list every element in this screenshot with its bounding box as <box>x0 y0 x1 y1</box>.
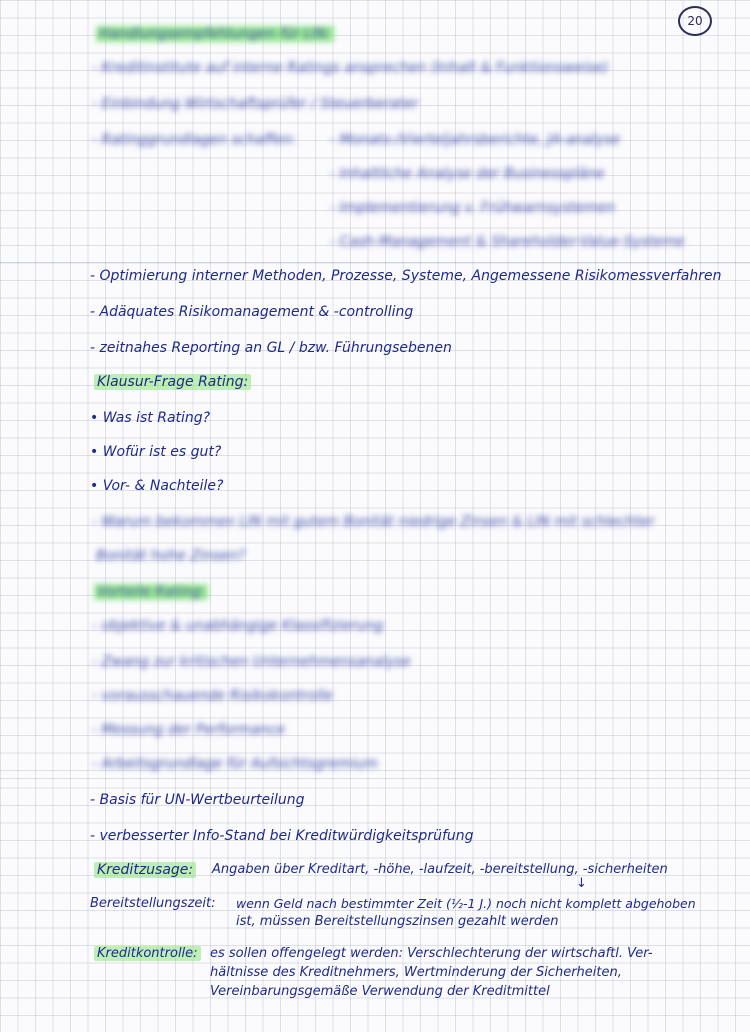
blurred-subitem: - Implementierung v. Frühwarnsystemen <box>330 200 615 216</box>
kreditzusage-text: Angaben über Kreditart, -höhe, -laufzeit, -bereitstellung, -sicherheiten <box>212 862 668 877</box>
exam-question: • Vor- & Nachteile? <box>90 478 224 494</box>
blurred-item: - vorausschauende Risikokontrolle <box>92 688 333 704</box>
blurred-heading: Handlungsempfehlungen für LIN: <box>96 26 334 42</box>
blurred-item: - Warum bekommen LIN mit gutem Bonität niedrige Zinsen & LIN mit schlechter <box>92 514 655 530</box>
kreditkontrolle-label: Kreditkontrolle: <box>94 946 201 961</box>
exam-heading: Klausur-Frage Rating: <box>94 374 251 390</box>
kreditkontrolle-text: es sollen offengelegt werden: Verschlechterung der wirtschaftl. Ver- <box>210 946 653 961</box>
note-item: - Optimierung interner Methoden, Prozesse, Systeme, Angemessene Risikomessverfahren <box>90 268 722 284</box>
blurred-item: - Ratinggrundlagen schaffen: <box>92 132 297 148</box>
bereitstellung-label: Bereitstellungszeit: <box>90 896 216 911</box>
blurred-subitem: - Inhaltliche Analyse der Businesspläne <box>330 166 605 182</box>
blurred-top-section <box>0 0 750 262</box>
note-item: - Adäquates Risikomanagement & -controlling <box>90 304 414 320</box>
exam-question: • Wofür ist es gut? <box>90 444 222 460</box>
down-arrow-icon: ↓ <box>576 876 587 891</box>
blurred-subitem: - Cash-Management & Shareholder-Value-Systeme <box>330 234 685 250</box>
blurred-item: - Messung der Performance <box>92 722 286 738</box>
blurred-item: - Einbindung Wirtschaftsprüfer / Steuerberater <box>92 96 419 112</box>
kreditzusage-label: Kreditzusage: <box>94 862 196 878</box>
blurred-middle-section <box>0 508 750 778</box>
note-item: - verbesserter Info-Stand bei Kreditwürdigkeitsprüfung <box>90 828 474 844</box>
bereitstellung-text: ist, müssen Bereitstellungszinsen gezahlt werden <box>236 914 559 929</box>
blurred-subitem: - Monats-/Vierteljahrsberichte, JA-analyse <box>330 132 620 148</box>
blurred-item: - objektive & unabhängige Klassifizierung <box>92 618 384 634</box>
blurred-heading: Vorteile Rating: <box>94 584 208 600</box>
kreditkontrolle-text: hältnisse des Kreditnehmers, Wertminderung der Sicherheiten, <box>210 965 622 980</box>
blurred-item: - Zwang zur kritischen Unternehmensanalyse <box>92 654 411 670</box>
bereitstellung-text: wenn Geld nach bestimmter Zeit (½-1 J.) noch nicht komplett abgehoben <box>236 896 696 911</box>
note-item: - Basis für UN-Wertbeurteilung <box>90 792 305 808</box>
blurred-item: - Kreditinstitute auf interne Ratings ansprechen (Inhalt & Funktionsweise) <box>92 60 609 76</box>
page-number: 20 <box>678 6 712 36</box>
blurred-item: - Arbeitsgrundlage für Aufsichtsgremium <box>92 756 378 772</box>
kreditkontrolle-text: Vereinbarungsgemäße Verwendung der Kreditmittel <box>210 984 550 999</box>
exam-question: • Was ist Rating? <box>90 410 211 426</box>
note-item: - zeitnahes Reporting an GL / bzw. Führungsebenen <box>90 340 452 356</box>
blurred-item: Bonität hohe Zinsen? <box>96 548 245 564</box>
